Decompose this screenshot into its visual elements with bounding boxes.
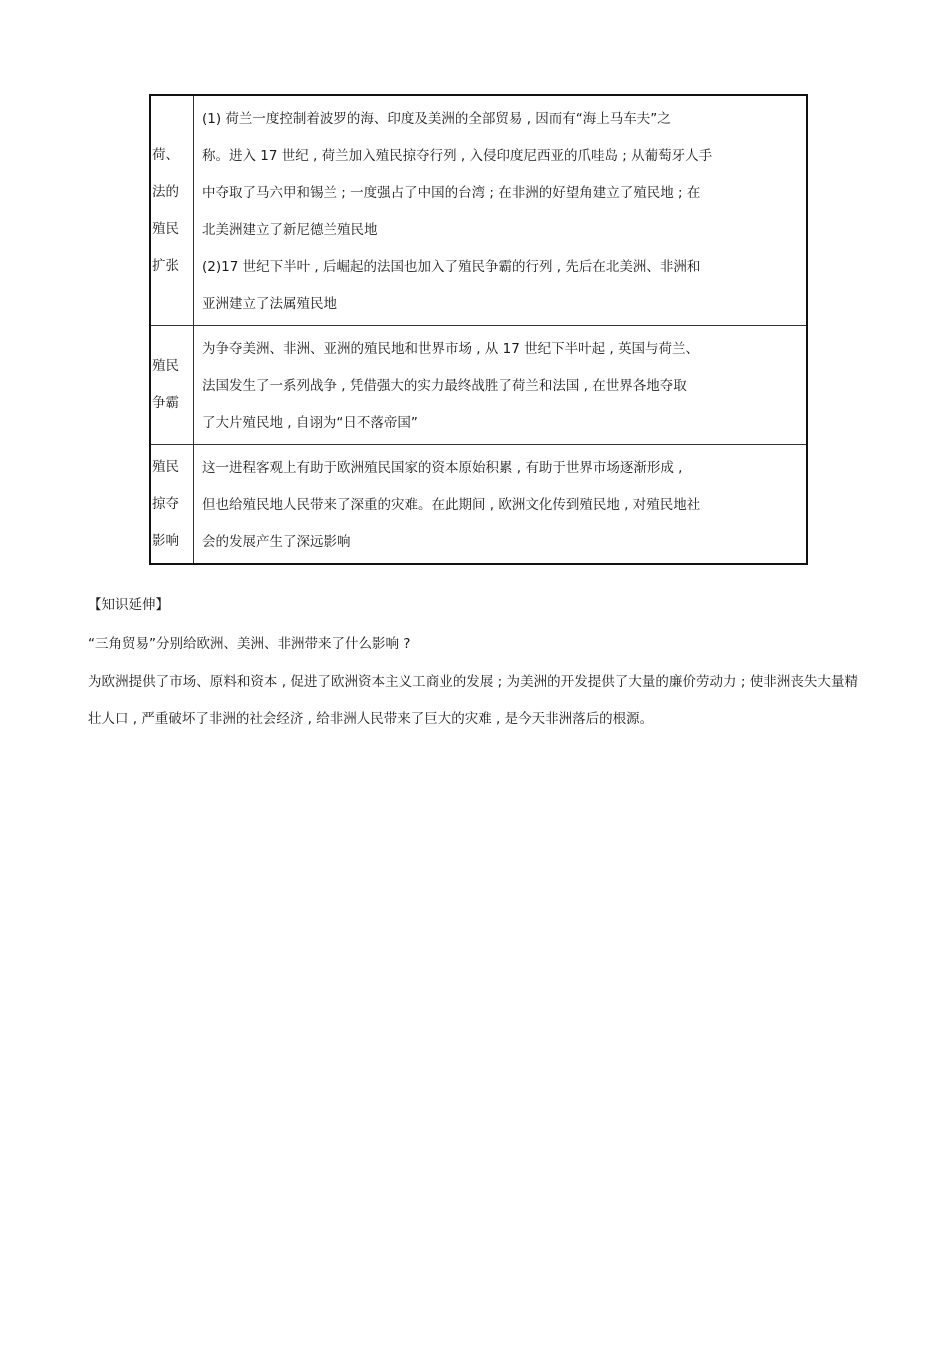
content-line: 中夺取了马六甲和锡兰 ; 一度强占了中国的台湾 ; 在非洲的好望角建立了殖民地 ; 在: [202, 185, 701, 201]
row-heading-text: 荷、法的殖民扩张: [152, 146, 179, 274]
history-notes-table: [149, 94, 808, 565]
content-line: 了大片殖民地 , 自诩为“日不落帝国”: [202, 415, 418, 431]
row-content: [194, 326, 808, 445]
row-heading-text: 殖民掠夺影响: [152, 458, 179, 549]
content-line: 会的发展产生了深远影响: [202, 534, 351, 550]
section-title: 【知识延伸】: [88, 597, 169, 613]
content-line: (1) 荷兰一度控制着波罗的海、印度及美洲的全部贸易 , 因而有“海上马车夫”之: [202, 111, 671, 127]
row-heading: [150, 445, 194, 565]
section-question: “三角贸易”分别给欧洲、美洲、非洲带来了什么影响 ?: [88, 636, 411, 652]
row-content: [194, 95, 808, 326]
content-line: 称。进入 17 世纪 , 荷兰加入殖民掠夺行列 , 入侵印度尼西亚的爪哇岛 ; 从葡萄牙人手: [202, 148, 713, 164]
content-line: 但也给殖民地人民带来了深重的灾难。在此期间 , 欧洲文化传到殖民地 , 对殖民地社: [202, 497, 701, 513]
row-heading-text: 殖民争霸: [152, 358, 179, 411]
content-line: (2)17 世纪下半叶 , 后崛起的法国也加入了殖民争霸的行列 , 先后在北美洲、非洲和: [202, 259, 701, 275]
row-content: [194, 445, 808, 565]
content-line: 为争夺美洲、非洲、亚洲的殖民地和世界市场 , 从 17 世纪下半叶起 , 英国与荷兰、: [202, 341, 700, 357]
table-row: [150, 95, 807, 326]
table-row: [150, 326, 807, 445]
row-heading: [150, 95, 194, 326]
content-line: 北美洲建立了新尼德兰殖民地: [202, 222, 378, 238]
section-answer: 为欧洲提供了市场、原料和资本 , 促进了欧洲资本主义工商业的发展 ; 为美洲的开发提供了大量的廉价劳动力 ; 使非洲丧失大量精壮人口 , 严重破坏了非洲的社会经济 , 给非洲人民带来了巨大的灾难 , 是今天非洲落后的根源。: [88, 674, 858, 727]
content-line: 亚洲建立了法属殖民地: [202, 296, 337, 312]
table-row: [150, 445, 807, 565]
content-line: 这一进程客观上有助于欧洲殖民国家的资本原始积累 , 有助于世界市场逐渐形成 ,: [202, 460, 683, 476]
row-heading: [150, 326, 194, 445]
content-line: 法国发生了一系列战争 , 凭借强大的实力最终战胜了荷兰和法国 , 在世界各地夺取: [202, 378, 687, 394]
